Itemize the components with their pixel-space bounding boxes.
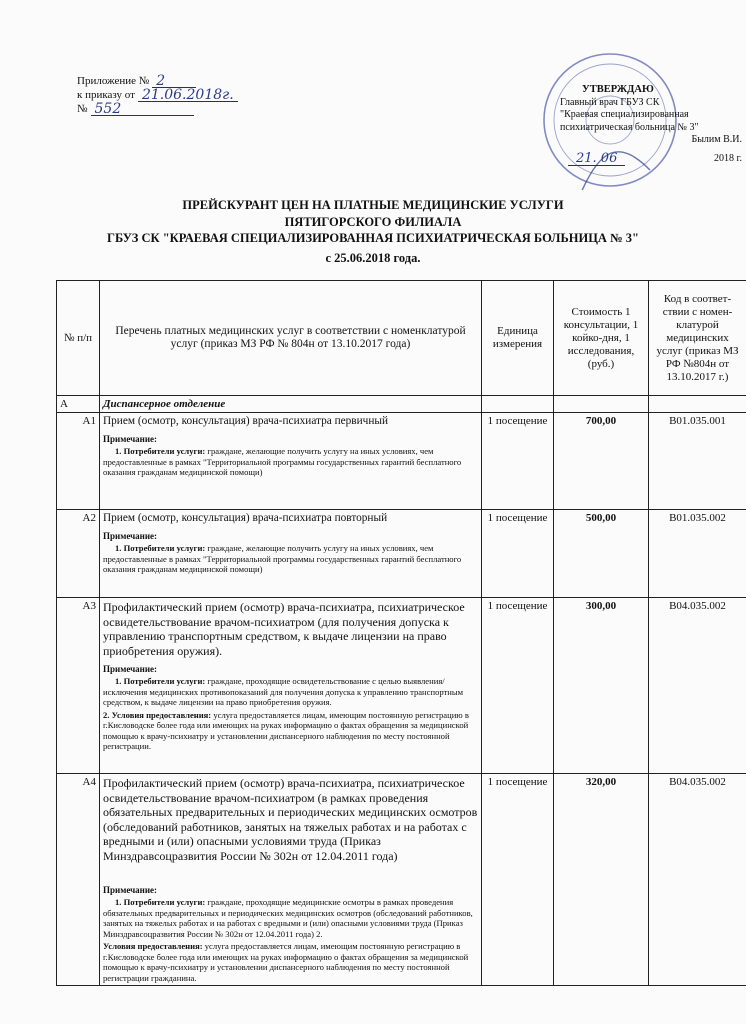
note2-text: услуга предоставляется лицам, имеющим постоянную регистрацию в г.Кисловодске более года или имеющих на руках информацию о фактах обращения за медицинской помощью к врачу-психиатру и установлении диспансерного наблюдения по месту постоянной регистрации. [103, 709, 469, 751]
note1-text: граждане, проходящие освидетельствование с целью выявления/исключения медицинских противопоказаний для получения допуска к управлению транспортным средством, к выдаче лицензии на право приобретения оружия. [103, 676, 464, 707]
note1-text: граждане, желающие получить услугу на иных условиях, чем предоставленные в рамках "Территориальной программы государственных гарантий бесплатного оказания гражданам медицинской помощи) [103, 543, 462, 574]
row-service-name: Профилактический прием (осмотр) врача-психиатра, психиатрическое освидетельствование врачом-психиатром (в рамках проведения обязательных предварительных и периодических медицинских осмотров (обследований работников, занятых на тяжелых работах и на работах с вредными и (или) опасными условиями труда (Приказ Минздравсоцразвития России № 302н от 12.04.2011 года) [103, 776, 478, 863]
note1-title: 1. Потребители услуги: [115, 446, 206, 456]
row-code: B01.035.001 [649, 413, 746, 510]
approval-line-1: Главный врач ГБУЗ СК [560, 96, 660, 108]
row-id: А1 [57, 413, 100, 510]
table-row [57, 598, 746, 774]
note-label: Примечание: [103, 664, 158, 674]
row-note [103, 446, 478, 478]
approval-line-3: психиатрическая больница № 3" [560, 121, 699, 133]
table-header-row [57, 281, 746, 396]
row-unit: 1 посещение [482, 510, 554, 598]
header-code: Код в соответ-ствии с номен-клатурой медицинских услуг (приказ МЗ РФ №804н от 13.10.2017 г.) [649, 281, 746, 396]
row-note [103, 676, 478, 708]
note-label: Примечание: [103, 531, 158, 541]
note2-num: 2. [316, 928, 323, 939]
order-number: 552 [91, 103, 194, 116]
document-title [0, 197, 746, 266]
note-label: Примечание: [103, 434, 158, 444]
row-unit: 1 посещение [482, 413, 554, 510]
appendix-prefix: Приложение № [77, 75, 150, 87]
row-service [100, 510, 482, 598]
note1-title: 1. Потребители услуги: [115, 897, 206, 907]
order-date: 21.06.2018г. [138, 89, 238, 102]
row-note [103, 897, 478, 939]
note-label: Примечание: [103, 885, 158, 895]
section-row [57, 396, 746, 413]
note1-text: граждане, проходящие медицинские осмотры в рамках проведения обязательных предварительных и периодических медицинских осмотров (обследований работников, занятых на тяжелых работах и на работах с вредными и (или) опасными условиями труда (Приказ Минздравсоцразвития России № 302н от 12.04.2011 года) [103, 897, 473, 939]
row-cost: 300,00 [554, 598, 649, 774]
row-service-name: Прием (осмотр, консультация) врача-психиатра повторный [103, 512, 388, 524]
approval-year: 2018 г. [714, 152, 742, 164]
approval-signer: Былим В.И. [691, 134, 742, 145]
section-name: Диспансерное отделение [100, 396, 482, 413]
approval-caption: УТВЕРЖДАЮ [582, 84, 654, 95]
row-id: А2 [57, 510, 100, 598]
order-prefix: к приказу от [77, 89, 135, 101]
header-service: Перечень платных медицинских услуг в соответствии с номенклатурой услуг (приказ МЗ РФ № 804н от 13.10.2017 года) [100, 281, 482, 396]
row-note [103, 543, 478, 575]
header-unit: Единица измерения [482, 281, 554, 396]
section-id: А [57, 396, 100, 413]
table-row [57, 413, 746, 510]
order-no-prefix: № [77, 103, 88, 115]
row-service-name: Прием (осмотр, консультация) врача-психиатра первичный [103, 415, 389, 427]
header-cost: Стоимость 1 консультации, 1 койко-дня, 1 исследования, (руб.) [554, 281, 649, 396]
row-note-2 [103, 710, 478, 752]
row-unit: 1 посещение [482, 774, 554, 986]
approval-block [560, 84, 746, 166]
row-id: А4 [57, 774, 100, 986]
title-line-3: ГБУЗ СК "КРАЕВАЯ СПЕЦИАЛИЗИРОВАННАЯ ПСИХИАТРИЧЕСКАЯ БОЛЬНИЦА № 3" [107, 231, 639, 245]
row-note-2 [103, 941, 478, 983]
table-row [57, 774, 746, 986]
row-service-name: Профилактический прием (осмотр) врача-психиатра, психиатрическое освидетельствование врачом-психиатром (для получения допуска к управлению транспортным средством, к выдаче лицензии на право приобретения оружия). [103, 600, 465, 658]
note2-text: услуга предоставляется лицам, имеющим постоянную регистрацию в г.Кисловодске более года или имеющих на руках информацию о фактах обращения за медицинской помощью к врачу-психиатру и установлении диспансерного наблюдения по месту постоянной регистрации гражданина. [103, 941, 469, 983]
approval-date: 21. 06 [568, 153, 625, 167]
appendix-number: 2 [152, 75, 196, 88]
note2-title: 2. Условия предоставления: [103, 709, 212, 720]
row-service [100, 774, 482, 986]
note1-title: 1. Потребители услуги: [115, 543, 206, 553]
row-code: B04.035.002 [649, 598, 746, 774]
approval-line-2: "Краевая специализированная [560, 109, 689, 120]
title-line-1: ПРЕЙСКУРАНТ ЦЕН НА ПЛАТНЫЕ МЕДИЦИНСКИЕ УСЛУГИ [182, 198, 564, 212]
title-line-2: ПЯТИГОРСКОГО ФИЛИАЛА [284, 214, 462, 229]
note1-title: 1. Потребители услуги: [115, 676, 206, 686]
note1-text: граждане, желающие получить услугу на иных условиях, чем предоставленные в рамках "Территориальной программы государственных гарантий бесплатного оказания гражданам медицинской помощи) [103, 446, 462, 477]
row-id: А3 [57, 598, 100, 774]
table-row [57, 510, 746, 598]
row-cost: 320,00 [554, 774, 649, 986]
row-cost: 700,00 [554, 413, 649, 510]
price-table [56, 280, 746, 986]
row-service [100, 598, 482, 774]
row-service [100, 413, 482, 510]
row-code: B04.035.002 [649, 774, 746, 986]
note2-title: Условия предоставления: [103, 941, 203, 951]
title-date: с 25.06.2018 года. [325, 250, 421, 265]
header-num: № п/п [57, 281, 100, 396]
row-cost: 500,00 [554, 510, 649, 598]
row-unit: 1 посещение [482, 598, 554, 774]
appendix-block [77, 74, 238, 116]
row-code: B01.035.002 [649, 510, 746, 598]
